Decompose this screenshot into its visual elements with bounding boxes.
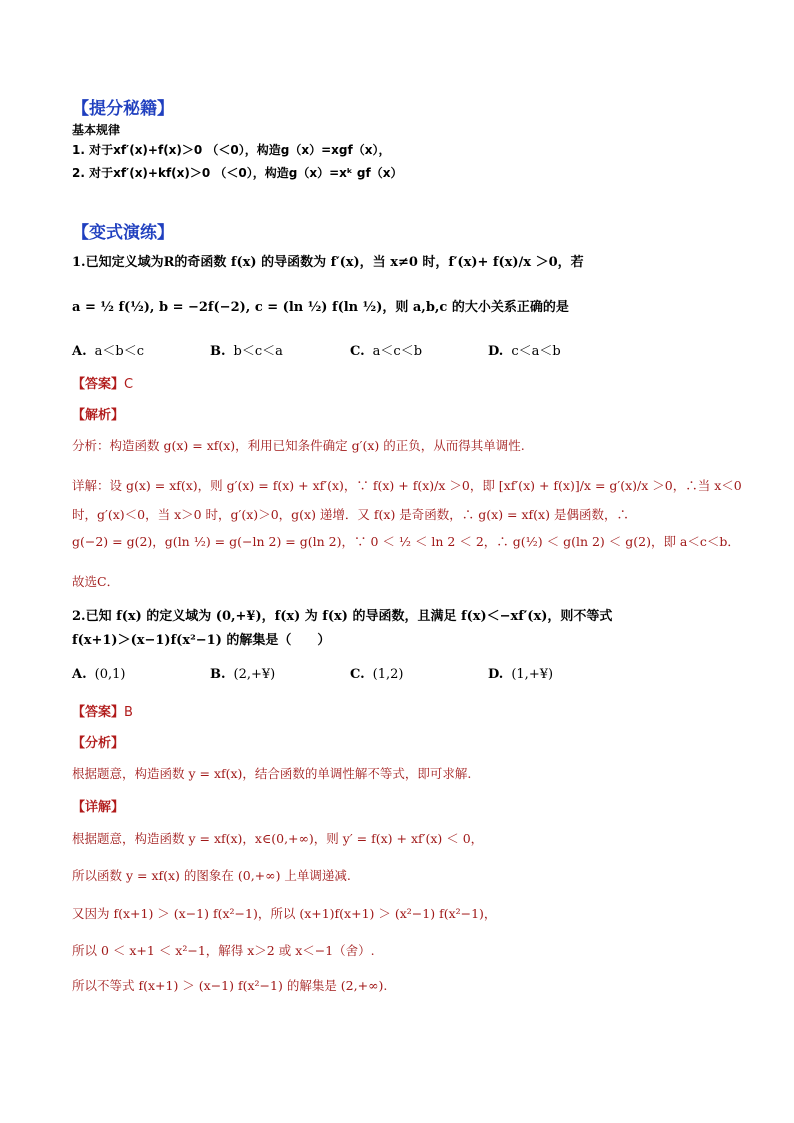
problem2-option-b: B. (2,+¥) xyxy=(210,667,276,682)
problem1-abc-definitions: a = ½ f(½), b = −2f(−2), c = (ln ½) f(ln ½) xyxy=(72,300,383,315)
rule-1: 1. 对于xf′(x)+f(x)＞0 （＜0），构造g（x）=xgf（x）， xyxy=(72,143,391,157)
problem2-detail-line3: 又因为 f(x+1) ＞ (x−1) f(x²−1)，所以 (x+1)f(x+1) ＞ (x²−1) f(x²−1)， xyxy=(72,906,497,921)
problem1-detail-line1: 详解：设 g(x) = xf(x)，则 g′(x) = f(x) + xf′(x)，∵ f(x) + f(x)/x ＞0，即 [xf′(x) + f(x)]/x = g′(x)/x ＞0，∴当 x＜0 xyxy=(72,478,742,493)
problem1-detail-line2: 时，g′(x)＜0，当 x＞0 时，g′(x)＞0，g(x) 递增．又 f(x) 是奇函数，∴ g(x) = xf(x) 是偶函数，∴ xyxy=(72,507,629,522)
problem2-stem-line1: 2.已知 f(x) 的定义域为 (0,+¥)，f(x) 为 f(x) 的导函数，且满足 f(x)＜−xf′(x)，则不等式 xyxy=(72,609,613,624)
problem1-detail-line3: g(−2) = g(2)，g(ln ½) = g(−ln 2) = g(ln 2)，∵ 0 ＜ ½ ＜ ln 2 ＜ 2，∴ g(½) ＜ g(ln 2) ＜ g(2)，即 a＜c＜b． xyxy=(72,534,740,549)
problem1-question: ，则 a,b,c 的大小关系正确的是 xyxy=(382,300,569,315)
problem2-detail-tag: 【详解】 xyxy=(72,800,125,815)
problem1-stem-line2 xyxy=(72,296,569,315)
problem1-option-a: A. a＜b＜c xyxy=(72,344,144,359)
problem2-answer: 【答案】B xyxy=(72,705,133,720)
problem1-conclusion: 故选C． xyxy=(72,574,120,589)
section-title-tips: 【提分秘籍】 xyxy=(72,99,174,119)
problem1-option-c: C. a＜c＜b xyxy=(350,344,423,359)
problem1-option-d: D. c＜a＜b xyxy=(488,344,561,359)
problem1-stem-line1: 1.已知定义域为R的奇函数 f(x) 的导函数为 f′(x)，当 x≠0 时，f′(x)+ f(x)/x ＞0，若 xyxy=(72,255,584,270)
problem2-analysis-tag: 【分析】 xyxy=(72,736,125,751)
problem1-option-b: B. b＜c＜a xyxy=(210,344,283,359)
problem1-analysis-tag: 【解析】 xyxy=(72,408,125,423)
problem2-analysis: 根据题意，构造函数 y = xf(x)，结合函数的单调性解不等式，即可求解. xyxy=(72,766,472,781)
section-title-practice: 【变式演练】 xyxy=(72,223,174,243)
rule-2: 2. 对于xf′(x)+kf(x)＞0 （＜0），构造g（x）=xᵏ gf（x） xyxy=(72,166,403,180)
section-subtitle: 基本规律 xyxy=(72,123,121,137)
problem2-detail-line1: 根据题意，构造函数 y = xf(x)，x∈(0,+∞)，则 y′ = f(x) + xf′(x) ＜ 0， xyxy=(72,831,484,846)
problem2-option-a: A. (0,1) xyxy=(72,667,126,682)
problem1-answer: 【答案】C xyxy=(72,377,134,392)
problem2-stem-line2: f(x+1)＞(x−1)f(x²−1) 的解集是（ ） xyxy=(72,633,331,648)
problem2-option-d: D. (1,+¥) xyxy=(488,667,554,682)
problem1-analysis: 分析：构造函数 g(x) = xf(x)，利用已知条件确定 g′(x) 的正负，从而得其单调性. xyxy=(72,438,525,453)
problem2-option-c: C. (1,2) xyxy=(350,667,404,682)
problem2-detail-line2: 所以函数 y = xf(x) 的图象在 (0,+∞) 上单调递减. xyxy=(72,868,351,883)
problem2-detail-line4: 所以 0 ＜ x+1 ＜ x²−1，解得 x＞2 或 x＜−1（舍）. xyxy=(72,943,375,958)
problem2-detail-line5: 所以不等式 f(x+1) ＞ (x−1) f(x²−1) 的解集是 (2,+∞). xyxy=(72,978,388,993)
